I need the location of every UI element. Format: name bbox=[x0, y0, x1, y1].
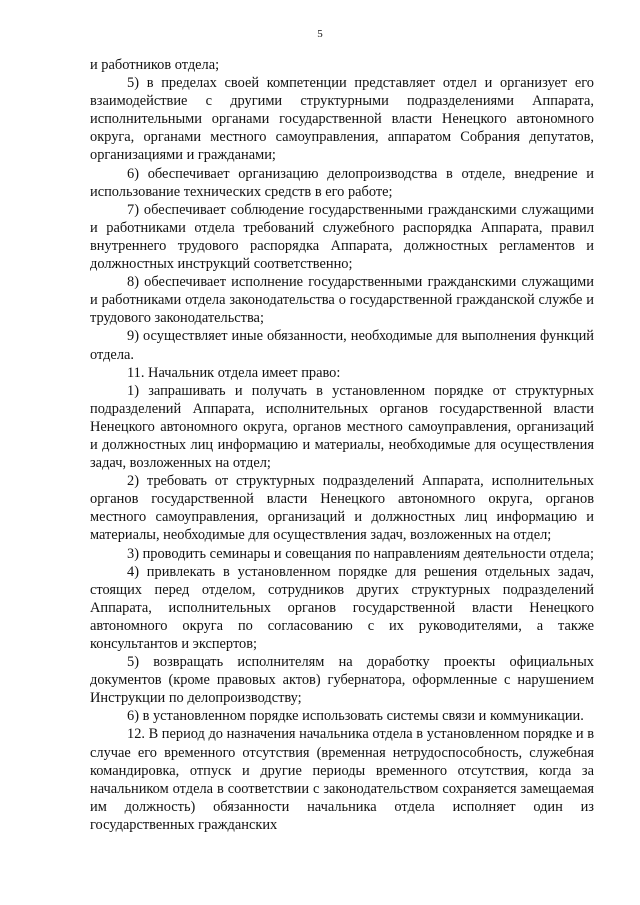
paragraph-right-3: 3) проводить семинары и совещания по направлениям деятельности отдела; bbox=[127, 545, 594, 562]
document-body bbox=[90, 56, 594, 834]
paragraph-duty-5: 5) в пределах своей компетенции представляет отдел и организует его взаимодействие с другими структурными подразделениями Аппарата, исполнительными органами государственной власти Ненецкого автономного округа, органами местного самоуправления, аппаратом Собрания депутатов, организациями и гражданами; bbox=[90, 75, 594, 164]
paragraph-duty-8: 8) обеспечивает исполнение государственными гражданскими служащими и работниками отдела законодательства о государственной гражданской службе и трудового законодательства; bbox=[90, 274, 594, 327]
paragraph-right-5: 5) возвращать исполнителям на доработку проекты официальных документов (кроме правовых актов) губернатора, оформленные с нарушением Инструкции по делопроизводству; bbox=[90, 654, 594, 707]
paragraph-continuation: и работников отдела; bbox=[90, 57, 220, 73]
paragraph-right-1: 1) запрашивать и получать в установленном порядке от структурных подразделений Аппарата, исполнительных органов государственной власти Ненецкого автономного округа, органов местного самоуправления, организаций и должностных лиц информацию и материалы, необходимые для осуществления задач, возложенных на отдел; bbox=[90, 382, 594, 472]
paragraph-right-4: 4) привлекать в установленном порядке для решения отдельных задач, стоящих перед отделом, сотрудников других структурных подразделений Аппарата, исполнительных органов государственной власти Ненецкого автономного округа по согласованию с их руководителями, а также консультантов и экспертов; bbox=[90, 563, 594, 652]
section-11-heading: 11. Начальник отдела имеет право: bbox=[127, 364, 341, 381]
paragraph-right-6: 6) в установленном порядке использовать системы связи и коммуникации. bbox=[127, 708, 584, 725]
page-number: 5 bbox=[317, 28, 323, 40]
paragraph-duty-7: 7) обеспечивает соблюдение государственными гражданскими служащими и работниками отдела требований служебного распорядка Аппарата, правил внутреннего трудового распорядка Аппарата, должностных регламентов и должностных инструкций соответственно; bbox=[90, 201, 594, 273]
paragraph-duty-9: 9) осуществляет иные обязанности, необходимые для выполнения функций отдела. bbox=[90, 328, 594, 363]
paragraph-right-2: 2) требовать от структурных подразделений Аппарата, исполнительных органов государственной власти Ненецкого автономного округа, органов местного самоуправления, организаций и должностных лиц информацию и материалы, необходимые для осуществления задач, возложенных на отдел; bbox=[90, 473, 594, 544]
section-12-paragraph: 12. В период до назначения начальника отдела в установленном порядке и в случае его временного отсутствия (временная нетрудоспособность, служебная командировка, отпуск и другие периоды временного отсутствия, когда за начальником отдела в соответствии с законодательством сохраняется замещаемая им должность) обязанности начальника отдела исполняет один из государственных гражданских bbox=[90, 726, 594, 833]
paragraph-duty-6: 6) обеспечивает организацию делопроизводства в отделе, внедрение и использование технических средств в его работе; bbox=[90, 165, 594, 200]
